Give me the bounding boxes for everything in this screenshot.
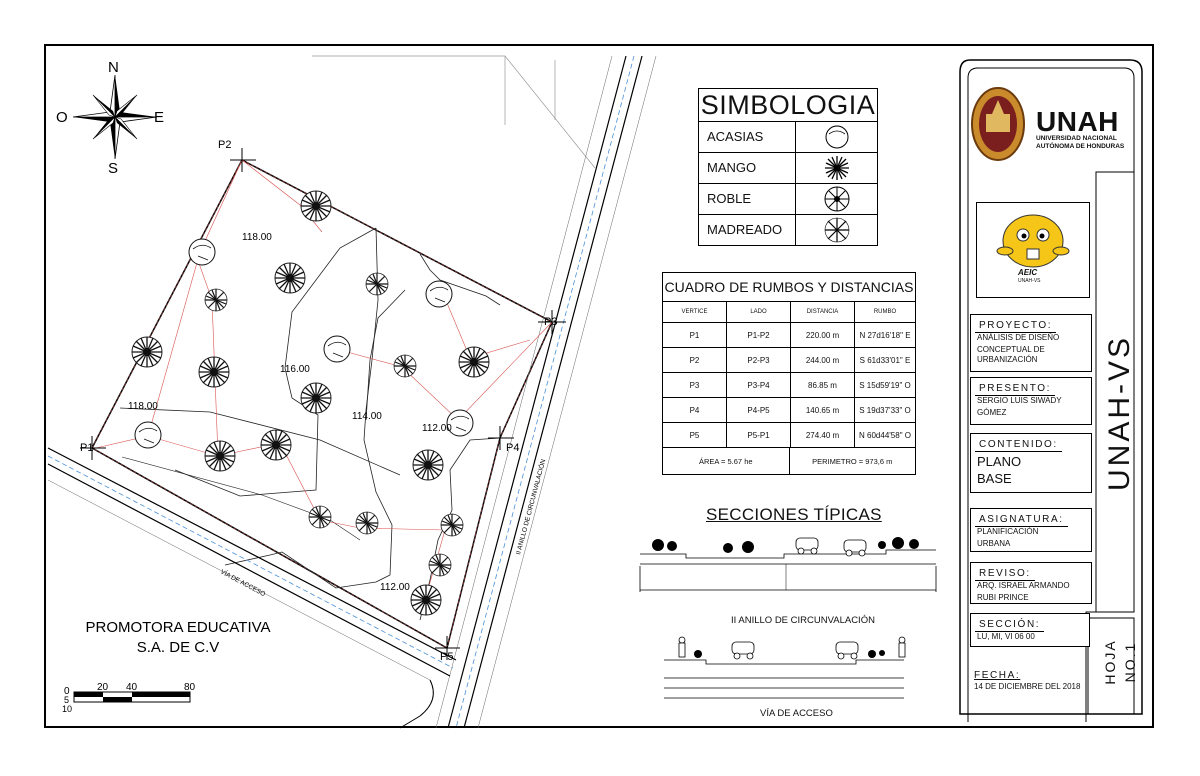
- asignatura-box: [970, 508, 1092, 552]
- contenido-value2: BASE: [977, 471, 1012, 486]
- compass-n: N: [108, 59, 119, 76]
- hoja-label: HOJA: [1102, 639, 1118, 685]
- scale-t40: 40: [126, 682, 138, 693]
- asignatura-label: ASIGNATURA:: [975, 514, 1068, 527]
- unah-line2: AUTÓNOMA DE HONDURAS: [1036, 143, 1125, 150]
- lot-label-a: 118.00: [242, 232, 272, 243]
- mango-icon: [823, 154, 851, 182]
- table-cell: N 27d16'18" E: [859, 330, 911, 340]
- contenido-box: [970, 433, 1092, 493]
- table-cell: P3-P4: [727, 373, 791, 397]
- table-row: [663, 423, 915, 448]
- table-cell: 86.85 m: [791, 373, 855, 397]
- perimetro-value: PERIMETRO = 973,6 m: [812, 456, 893, 466]
- owner-line1: PROMOTORA EDUCATIVA: [85, 619, 271, 636]
- contenido-label: CONTENIDO:: [975, 439, 1062, 452]
- table-cell: P1-P2: [727, 323, 791, 347]
- fecha-value: 14 DE DICIEMBRE DEL 2018: [974, 682, 1081, 691]
- rumbos-title: CUADRO DE RUMBOS Y DISTANCIAS: [663, 273, 915, 302]
- table-cell: P5-P1: [727, 423, 791, 447]
- presento-label: PRESENTO:: [975, 383, 1055, 396]
- reviso-box: [970, 562, 1092, 604]
- asignatura-value1: PLANIFICACIÓN: [977, 527, 1039, 536]
- table-row: [663, 323, 915, 348]
- reviso-label: REVISO:: [975, 568, 1035, 581]
- table-cell: 274.40 m: [791, 423, 855, 447]
- scale-bar: [74, 692, 190, 702]
- presento-value1: SERGIO LUIS SIWADY: [977, 396, 1062, 405]
- proyecto-value2: CONCEPTUAL DE URBANIZACIÓN: [977, 345, 1045, 364]
- legend-row-acasias: [699, 122, 877, 153]
- seccion-label: SECCIÓN:: [975, 619, 1044, 632]
- table-cell: P3: [663, 373, 727, 397]
- secciones-title: SECCIONES TÍPICAS: [706, 505, 882, 524]
- vertex-label-p3: P3: [544, 316, 558, 328]
- proyecto-label: PROYECTO:: [975, 320, 1056, 333]
- seccion-value: LU, MI, VI 06 00: [977, 632, 1035, 641]
- scale-m5: 5: [64, 695, 70, 705]
- table-header: [663, 302, 915, 323]
- rumbos-table: [662, 272, 916, 475]
- scale-m10: 10: [62, 704, 73, 714]
- lot-label-d: 114.00: [352, 411, 382, 422]
- table-row: [663, 398, 915, 423]
- proyecto-value1: ANÁLISIS DE DISEÑO: [977, 333, 1060, 342]
- header-cell: RUMBO: [873, 309, 897, 315]
- asignatura-value2: URBANA: [977, 539, 1011, 548]
- seccion-box: [970, 613, 1090, 647]
- via-acceso-road-label: VÍA DE ACCESO: [219, 568, 267, 599]
- table-cell: S 61d33'01" E: [859, 355, 911, 365]
- legend-label: ROBLE: [699, 184, 796, 214]
- hoja-value: NO.1: [1122, 641, 1138, 683]
- owner-line2: S.A. DE C.V: [136, 639, 220, 656]
- table-cell: 220.00 m: [791, 323, 855, 347]
- reviso-value2: RUBI PRINCE: [977, 593, 1029, 602]
- table-cell: N 60d44'58" O: [859, 430, 911, 440]
- header-cell: DISTANCIA: [791, 302, 855, 322]
- unah-brand: UNAH: [1036, 106, 1119, 137]
- table-cell: 140.65 m: [791, 398, 855, 422]
- lot-label-b: 118.00: [128, 401, 158, 412]
- table-row: [663, 348, 915, 373]
- table-cell: S 19d37'33" O: [859, 405, 911, 415]
- roble-icon: [823, 185, 851, 213]
- simbologia-title: SIMBOLOGIA: [700, 90, 876, 120]
- legend-label: ACASIAS: [699, 122, 796, 152]
- legend-row-roble: [699, 184, 877, 215]
- compass-e: E: [154, 109, 165, 126]
- vertex-label-p1: P1: [80, 442, 94, 454]
- legend-row-madreado: [699, 215, 877, 245]
- lot-label-f: 112.00: [380, 582, 410, 593]
- presento-value2: GÓMEZ: [977, 408, 1007, 417]
- compass-s: S: [108, 160, 119, 177]
- legend-label: MADREADO: [699, 215, 796, 245]
- vertex-label-p5: P5: [440, 651, 454, 663]
- table-cell: P4-P5: [727, 398, 791, 422]
- table-cell: P4: [663, 398, 727, 422]
- table-cell: P2-P3: [727, 348, 791, 372]
- unah-line1: UNIVERSIDAD NACIONAL: [1036, 135, 1117, 142]
- fecha-label: FECHA:: [974, 670, 1021, 681]
- table-cell: S 15d59'19" O: [859, 380, 911, 390]
- vertex-label-p2: P2: [218, 139, 232, 151]
- lot-label-e: 112.00: [422, 423, 452, 434]
- table-cell: P5: [663, 423, 727, 447]
- presento-box: [970, 377, 1092, 425]
- simbologia-legend: [698, 88, 878, 246]
- mascot-caption: AEIC: [1018, 268, 1038, 277]
- legend-row-mango: [699, 153, 877, 184]
- acacia-icon: [824, 124, 850, 150]
- header-cell: VERTICE: [663, 302, 727, 322]
- scale-t20: 20: [97, 682, 109, 693]
- table-cell: P1: [663, 323, 727, 347]
- scale-t80: 80: [184, 682, 196, 693]
- seccion-caption-acceso: VÍA DE ACCESO: [760, 708, 833, 719]
- contenido-value1: PLANO: [977, 454, 1022, 469]
- table-cell: 244.00 m: [791, 348, 855, 372]
- legend-label: MANGO: [699, 153, 796, 183]
- unah-crest-icon: [968, 76, 1028, 176]
- table-footer: [663, 448, 915, 474]
- side-title: UNAH-VS: [1103, 335, 1136, 492]
- table-cell: P2: [663, 348, 727, 372]
- compass-rose-icon: [73, 75, 157, 159]
- table-row: [663, 373, 915, 398]
- area-value: ÁREA = 5.67 he: [663, 448, 790, 474]
- compass-w: O: [56, 109, 68, 126]
- mascot-sub: UNAH-VS: [1018, 278, 1041, 284]
- vertex-label-p4: P4: [506, 442, 520, 454]
- proyecto-box: [970, 314, 1092, 372]
- reviso-value1: ARQ. ISRAEL ARMANDO: [977, 581, 1070, 590]
- madreado-icon: [823, 216, 851, 244]
- lot-label-c: 116.00: [280, 364, 310, 375]
- anillo-road-label: II ANILLO DE CIRCUNVALACIÓN: [515, 458, 548, 556]
- seccion-caption-anillo: II ANILLO DE CIRCUNVALACIÓN: [731, 615, 875, 626]
- scale-t0: 0: [64, 686, 70, 697]
- header-cell: LADO: [727, 302, 791, 322]
